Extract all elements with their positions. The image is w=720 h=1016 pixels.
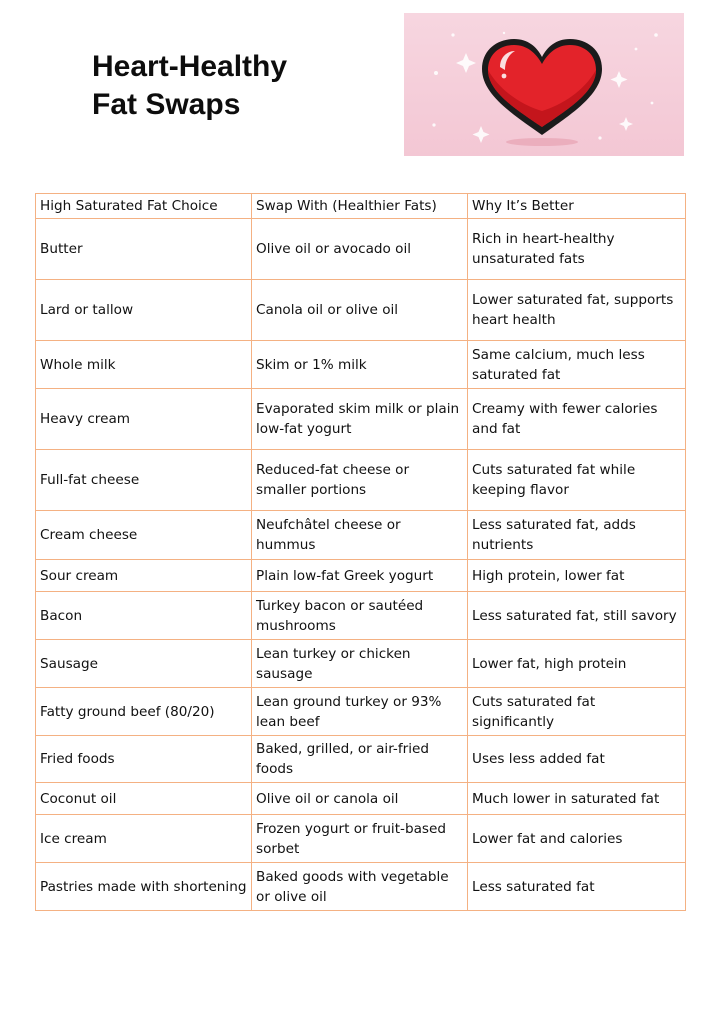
cell-reason: Creamy with fewer calories and fat [468,389,686,450]
table-row [36,640,686,688]
cell-choice: Bacon [36,592,252,640]
table-header-row [36,194,686,219]
table-row [36,280,686,341]
cell-choice: Butter [36,219,252,280]
heart-icon [404,13,684,156]
fat-swaps-table [35,193,686,911]
cell-swap: Reduced-fat cheese or smaller portions [252,450,468,511]
table-row [36,219,686,280]
cell-reason: Lower fat, high protein [468,640,686,688]
cell-reason: Less saturated fat [468,863,686,911]
title-line-1: Heart-Healthy [92,50,288,83]
cell-reason: Uses less added fat [468,736,686,783]
cell-swap: Skim or 1% milk [252,341,468,389]
cell-swap: Turkey bacon or sautéed mushrooms [252,592,468,640]
table-row [36,389,686,450]
page-title [92,48,352,124]
cell-swap: Canola oil or olive oil [252,280,468,341]
cell-reason: Cuts saturated fat while keeping flavor [468,450,686,511]
cell-choice: Cream cheese [36,511,252,560]
cell-reason: Lower saturated fat, supports heart health [468,280,686,341]
cell-swap: Neufchâtel cheese or hummus [252,511,468,560]
table-row [36,450,686,511]
table-row [36,863,686,911]
table-row [36,736,686,783]
cell-choice: Full-fat cheese [36,450,252,511]
cell-swap: Baked, grilled, or air-fried foods [252,736,468,783]
table-row [36,815,686,863]
cell-choice: Ice cream [36,815,252,863]
cell-choice: Pastries made with shortening [36,863,252,911]
cell-reason: High protein, lower fat [468,560,686,592]
cell-choice: Heavy cream [36,389,252,450]
cell-choice: Fried foods [36,736,252,783]
cell-choice: Sausage [36,640,252,688]
cell-reason: Same calcium, much less saturated fat [468,341,686,389]
heart-illustration [404,13,684,156]
cell-choice: Fatty ground beef (80/20) [36,688,252,736]
cell-swap: Olive oil or canola oil [252,783,468,815]
cell-swap: Plain low-fat Greek yogurt [252,560,468,592]
cell-swap: Evaporated skim milk or plain low-fat yogurt [252,389,468,450]
cell-swap: Olive oil or avocado oil [252,219,468,280]
cell-choice: Sour cream [36,560,252,592]
table-row [36,783,686,815]
cell-reason: Rich in heart-healthy unsaturated fats [468,219,686,280]
cell-swap: Lean turkey or chicken sausage [252,640,468,688]
header-why-better: Why It’s Better [468,194,686,219]
cell-choice: Lard or tallow [36,280,252,341]
header-high-saturated-fat-choice: High Saturated Fat Choice [36,194,252,219]
table-row [36,511,686,560]
cell-reason: Cuts saturated fat significantly [468,688,686,736]
cell-swap: Frozen yogurt or fruit-based sorbet [252,815,468,863]
cell-reason: Less saturated fat, adds nutrients [468,511,686,560]
header-swap-with: Swap With (Healthier Fats) [252,194,468,219]
table-row [36,688,686,736]
cell-swap: Baked goods with vegetable or olive oil [252,863,468,911]
table-row [36,341,686,389]
table-row [36,592,686,640]
cell-choice: Whole milk [36,341,252,389]
cell-reason: Lower fat and calories [468,815,686,863]
cell-reason: Less saturated fat, still savory [468,592,686,640]
cell-swap: Lean ground turkey or 93% lean beef [252,688,468,736]
table-row [36,560,686,592]
cell-choice: Coconut oil [36,783,252,815]
cell-reason: Much lower in saturated fat [468,783,686,815]
title-line-2: Fat Swaps [92,88,241,121]
